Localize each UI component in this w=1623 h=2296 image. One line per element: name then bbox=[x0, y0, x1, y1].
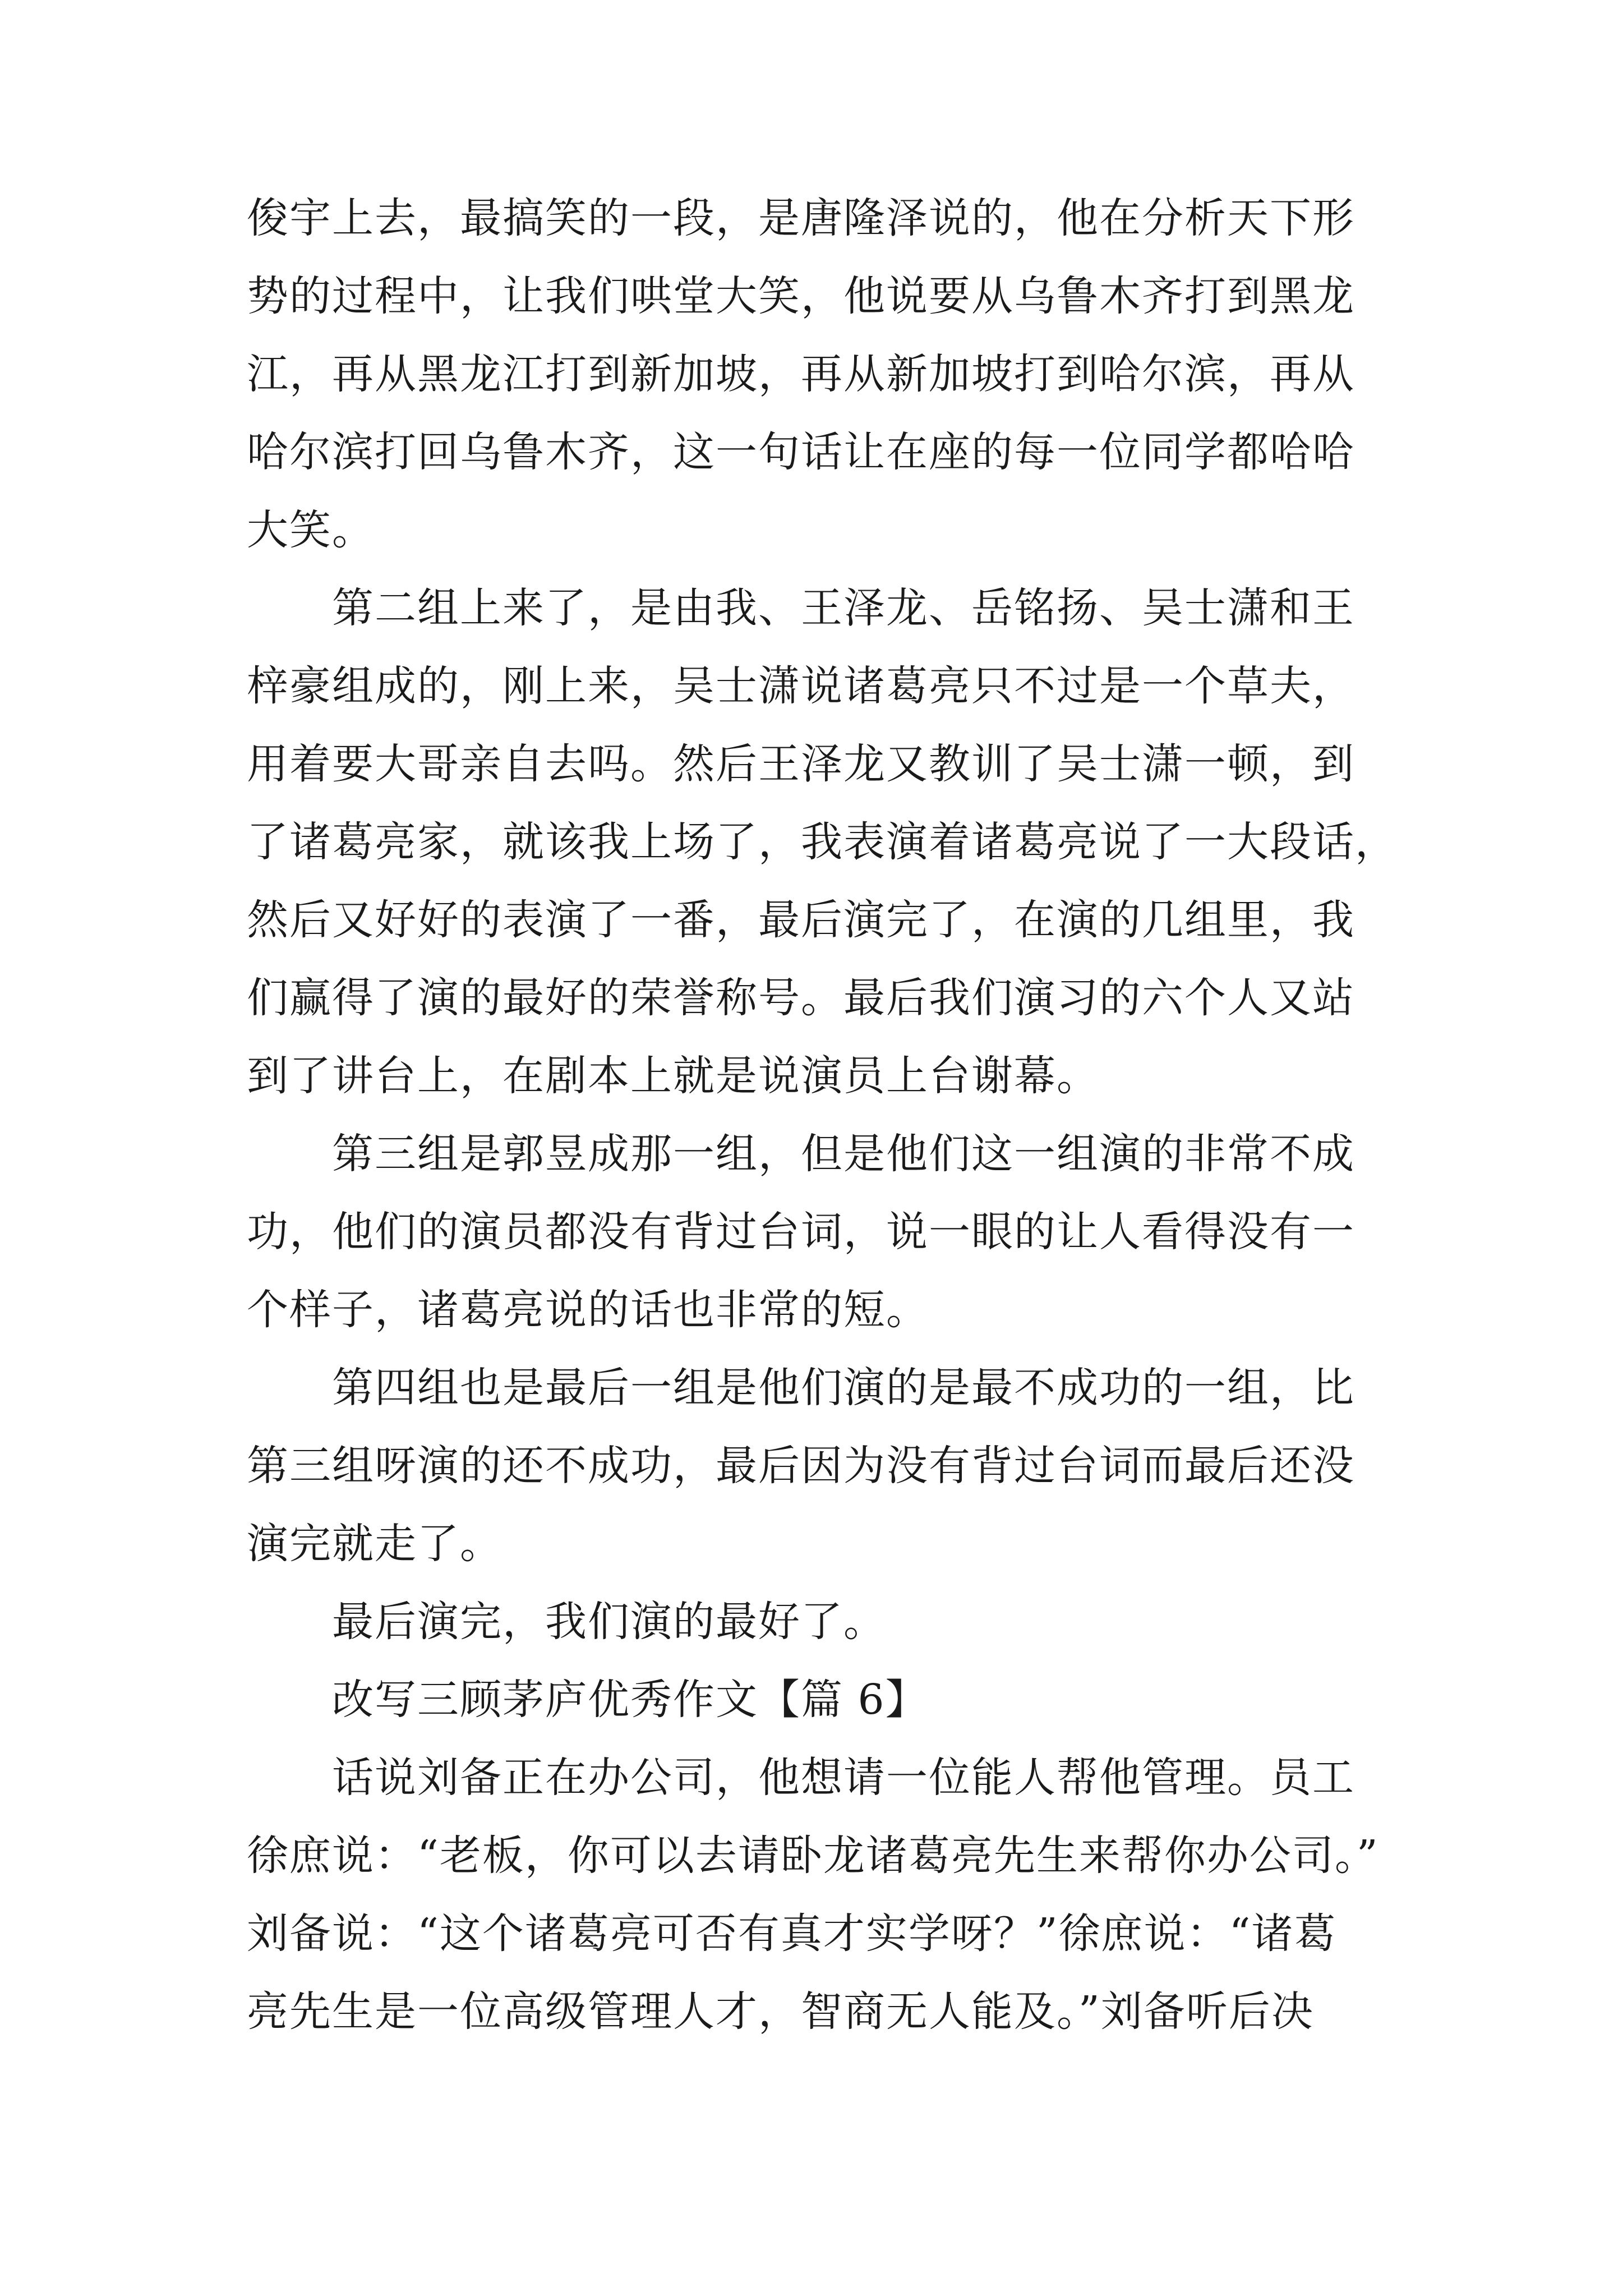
text-line: 们赢得了演的最好的荣誉称号。最后我们演习的六个人又站 bbox=[247, 974, 1355, 1022]
section-heading: 改写三顾茅庐优秀作文【篇 6】 bbox=[332, 1676, 928, 1724]
text-line: 用着要大哥亲自去吗。然后王泽龙又教训了吴士潇一顿，到 bbox=[247, 740, 1355, 788]
text-line: 徐庶说：“老板，你可以去请卧龙诸葛亮先生来帮你办公司。” bbox=[247, 1832, 1379, 1880]
text-line: 哈尔滨打回乌鲁木齐，这一句话让在座的每一位同学都哈哈 bbox=[247, 428, 1355, 476]
text-line: 势的过程中，让我们哄堂大笑，他说要从乌鲁木齐打到黑龙 bbox=[247, 272, 1355, 320]
paragraph-start-line: 第二组上来了，是由我、王泽龙、岳铭扬、吴士潇和王 bbox=[332, 584, 1355, 632]
paragraph-start-line: 第四组也是最后一组是他们演的是最不成功的一组，比 bbox=[332, 1364, 1355, 1412]
text-line: 个样子，诸葛亮说的话也非常的短。 bbox=[247, 1286, 929, 1334]
text-line: 俊宇上去，最搞笑的一段，是唐隆泽说的，他在分析天下形 bbox=[247, 194, 1355, 242]
text-line: 梓豪组成的，刚上来，吴士潇说诸葛亮只不过是一个草夫， bbox=[247, 662, 1355, 710]
text-line: 第三组呀演的还不成功，最后因为没有背过台词而最后还没 bbox=[247, 1442, 1355, 1490]
text-line: 功，他们的演员都没有背过台词，说一眼的让人看得没有一 bbox=[247, 1208, 1355, 1256]
document-body bbox=[247, 180, 1424, 2051]
text-line: 亮先生是一位高级管理人才，智商无人能及。”刘备听后决 bbox=[247, 1987, 1314, 2036]
text-line: 了诸葛亮家，就该我上场了，我表演着诸葛亮说了一大段话， bbox=[247, 818, 1398, 866]
text-line: 到了讲台上，在剧本上就是说演员上台谢幕。 bbox=[247, 1052, 1099, 1100]
paragraph-start-line: 最后演完，我们演的最好了。 bbox=[332, 1598, 886, 1646]
paragraph-start-line: 话说刘备正在办公司，他想请一位能人帮他管理。员工 bbox=[332, 1754, 1355, 1802]
text-line: 演完就走了。 bbox=[247, 1520, 502, 1568]
text-line: 大笑。 bbox=[247, 506, 375, 554]
text-line: 江，再从黑龙江打到新加坡，再从新加坡打到哈尔滨，再从 bbox=[247, 350, 1355, 398]
text-line: 刘备说：“这个诸葛亮可否有真才实学呀？”徐庶说：“诸葛 bbox=[247, 1910, 1337, 1958]
paragraph-start-line: 第三组是郭昱成那一组，但是他们这一组演的非常不成 bbox=[332, 1130, 1355, 1178]
text-line: 然后又好好的表演了一番，最后演完了，在演的几组里，我 bbox=[247, 896, 1355, 944]
